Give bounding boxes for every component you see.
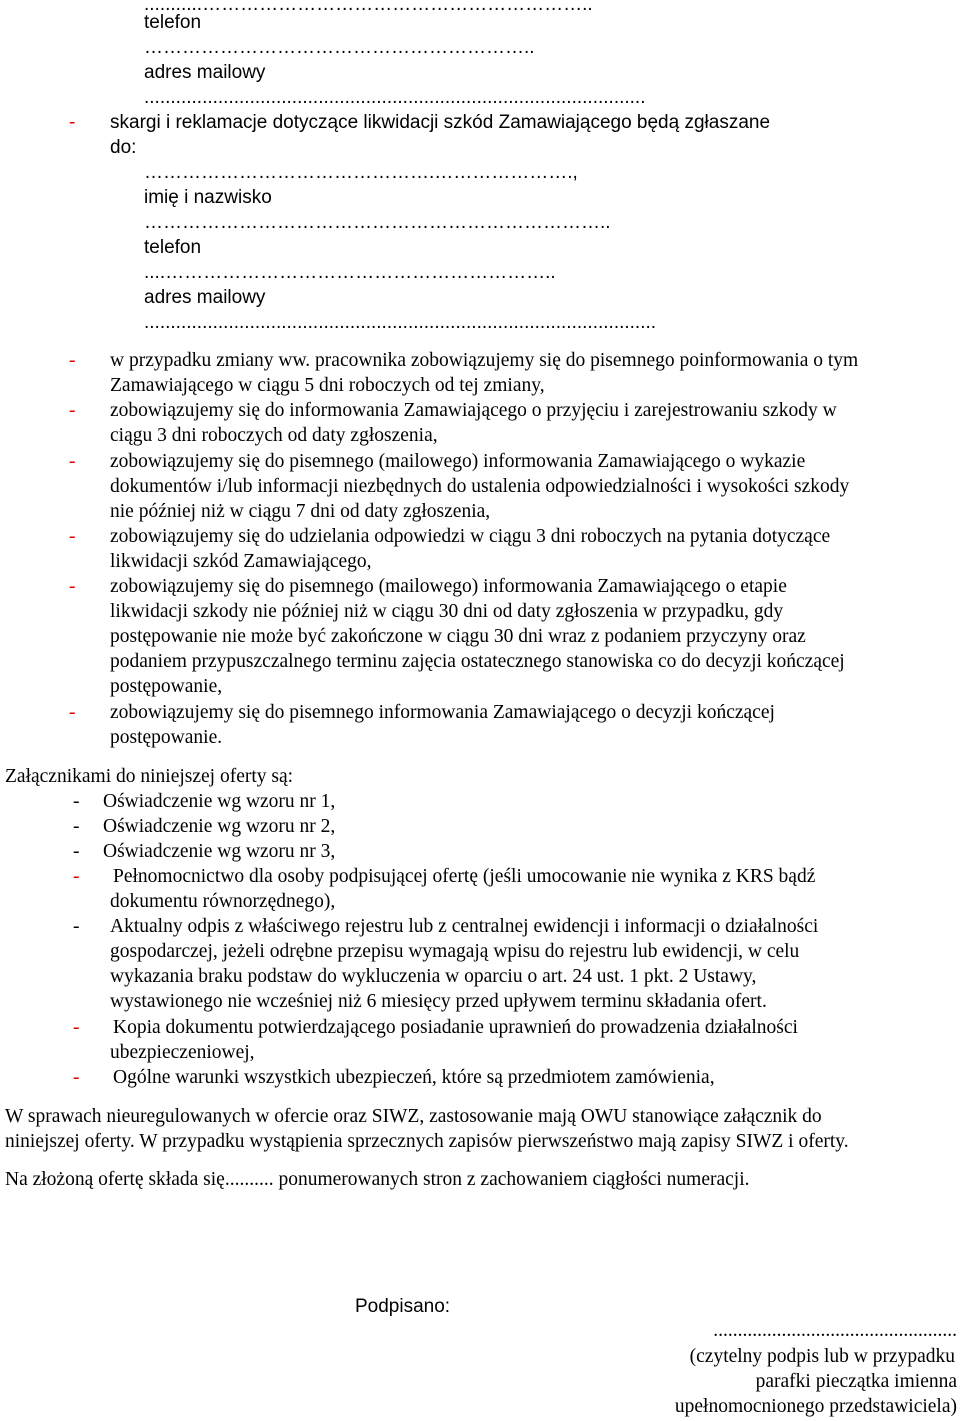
obligation-line: Zamawiającego w ciągu 5 dni roboczych od tej zmiany, [110, 375, 545, 396]
attachment-line: Oświadczenie wg wzoru nr 1, [103, 791, 336, 812]
obligation-line: zobowiązujemy się do pisemnego (mailowego) informowania Zamawiającego o etapie [110, 576, 787, 597]
paragraph-line: niniejszej oferty. W przypadku wystąpienia sprzecznych zapisów pierwszeństwo mają zapisy SIWZ i oferty. [5, 1131, 849, 1152]
attachment-line: wystawionego nie wcześniej niż 6 miesięcy przed upływem terminu składania ofert. [110, 991, 767, 1012]
list-dash: - [69, 350, 76, 371]
attachment-line: Oświadczenie wg wzoru nr 2, [103, 816, 336, 837]
phone-label: telefon [144, 237, 202, 258]
list-dash: - [69, 702, 76, 723]
email-label: adres mailowy [144, 287, 266, 308]
email-label: adres mailowy [144, 62, 266, 83]
dots-line: ....…………………………………………………….. [144, 262, 556, 283]
dots-line: ...........…………………………………………………….. [144, 0, 593, 15]
obligation-line: dokumentów i/lub informacji niezbędnych do ustalenia odpowiedzialności i wysokości szkody [110, 476, 850, 497]
list-dash: - [73, 1067, 80, 1088]
dots-line: ................................................................................................. [144, 312, 657, 333]
phone-label: telefon [144, 12, 202, 33]
paragraph-line: W sprawach nieuregulowanych w ofercie oraz SIWZ, zastosowanie mają OWU stanowiące załącznik do [5, 1106, 822, 1127]
list-dash: - [73, 866, 80, 887]
attachment-line: ubezpieczeniowej, [110, 1042, 255, 1063]
obligation-line: zobowiązujemy się do pisemnego informowania Zamawiającego o decyzji kończącej [110, 702, 775, 723]
complaints-line: do: [110, 137, 137, 158]
list-dash: - [73, 791, 80, 812]
obligation-line: likwidacji szkód Zamawiającego, [110, 551, 372, 572]
attachment-line: Ogólne warunki wszystkich ubezpieczeń, które są przedmiotem zamówienia, [113, 1067, 715, 1088]
attachment-line: Pełnomocnictwo dla osoby podpisującej ofertę (jeśli umocowanie nie wynika z KRS bądź [113, 866, 816, 887]
obligation-line: nie później niż w ciągu 7 dni od daty zgłoszenia, [110, 501, 491, 522]
obligation-line: zobowiązujemy się do pisemnego (mailowego) informowania Zamawiającego o wykazie [110, 451, 806, 472]
obligation-line: podaniem przypuszczalnego terminu zajęcia ostatecznego stanowiska co do decyzji kończącej [110, 651, 845, 672]
dots-line: ……………………………………………………………….. [144, 212, 611, 233]
obligation-line: ciągu 3 dni roboczych od daty zgłoszenia, [110, 425, 438, 446]
obligation-line: zobowiązujemy się do informowania Zamawiającego o przyjęciu i zarejestrowaniu szkody w [110, 400, 837, 421]
list-dash: - [73, 916, 80, 937]
obligation-line: postępowanie, [110, 676, 223, 697]
list-dash: - [69, 451, 76, 472]
attachment-line: dokumentu równorzędnego), [110, 891, 336, 912]
attachments-heading: Załącznikami do niniejszej oferty są: [5, 766, 294, 787]
attachment-line: Kopia dokumentu potwierdzającego posiadanie uprawnień do prowadzenia działalności [113, 1017, 798, 1038]
obligation-line: w przypadku zmiany ww. pracownika zobowiązujemy się do pisemnego poinformowania o tym [110, 350, 859, 371]
dots-line: ............................................................................................... [144, 87, 646, 108]
list-dash: - [69, 112, 76, 133]
attachment-line: gospodarczej, jeżeli odrębne przepisu wymagają wpisu do rejestru lub ewidencji, w celu [110, 941, 800, 962]
signature-note-line: parafki pieczątka imienna [755, 1371, 957, 1392]
signature-note-line: upełnomocnionego przedstawiciela) [674, 1396, 957, 1417]
list-dash: - [69, 400, 76, 421]
attachment-line: Aktualny odpis z właściwego rejestru lub z centralnej ewidencji i informacji o działalności [110, 916, 819, 937]
dots-line: …………………………………………………….. [144, 37, 535, 58]
complaints-line: skargi i reklamacje dotyczące likwidacji szkód Zamawiającego będą zgłaszane [110, 112, 771, 133]
attachment-line: wykazania braku podstaw do wykluczenia w oparciu o art. 24 ust. 1 pkt. 2 Ustawy, [110, 966, 757, 987]
attachment-line: Oświadczenie wg wzoru nr 3, [103, 841, 336, 862]
obligation-line: likwidacji szkody nie później niż w ciągu 30 dni od daty zgłoszenia w przypadku, gdy [110, 601, 784, 622]
obligation-line: postępowanie. [110, 727, 223, 748]
pages-count-line: Na złożoną ofertę składa się.......... ponumerowanych stron z zachowaniem ciągłości numeracji. [5, 1169, 750, 1190]
list-dash: - [69, 576, 76, 597]
dots-line: ……………………………………….…………………., [144, 162, 578, 183]
signature-label: Podpisano: [355, 1296, 451, 1317]
obligation-line: postępowanie nie może być zakończone w ciągu 30 dni wraz z podaniem przyczyny oraz [110, 626, 806, 647]
list-dash: - [69, 526, 76, 547]
list-dash: - [73, 816, 80, 837]
signature-note-line: (czytelny podpis lub w przypadku [689, 1346, 955, 1367]
list-dash: - [73, 841, 80, 862]
name-label: imię i nazwisko [144, 187, 272, 208]
signature-dots: .................................................. [713, 1320, 957, 1341]
list-dash: - [73, 1017, 80, 1038]
obligation-line: zobowiązujemy się do udzielania odpowiedzi w ciągu 3 dni roboczych na pytania dotyczące [110, 526, 831, 547]
